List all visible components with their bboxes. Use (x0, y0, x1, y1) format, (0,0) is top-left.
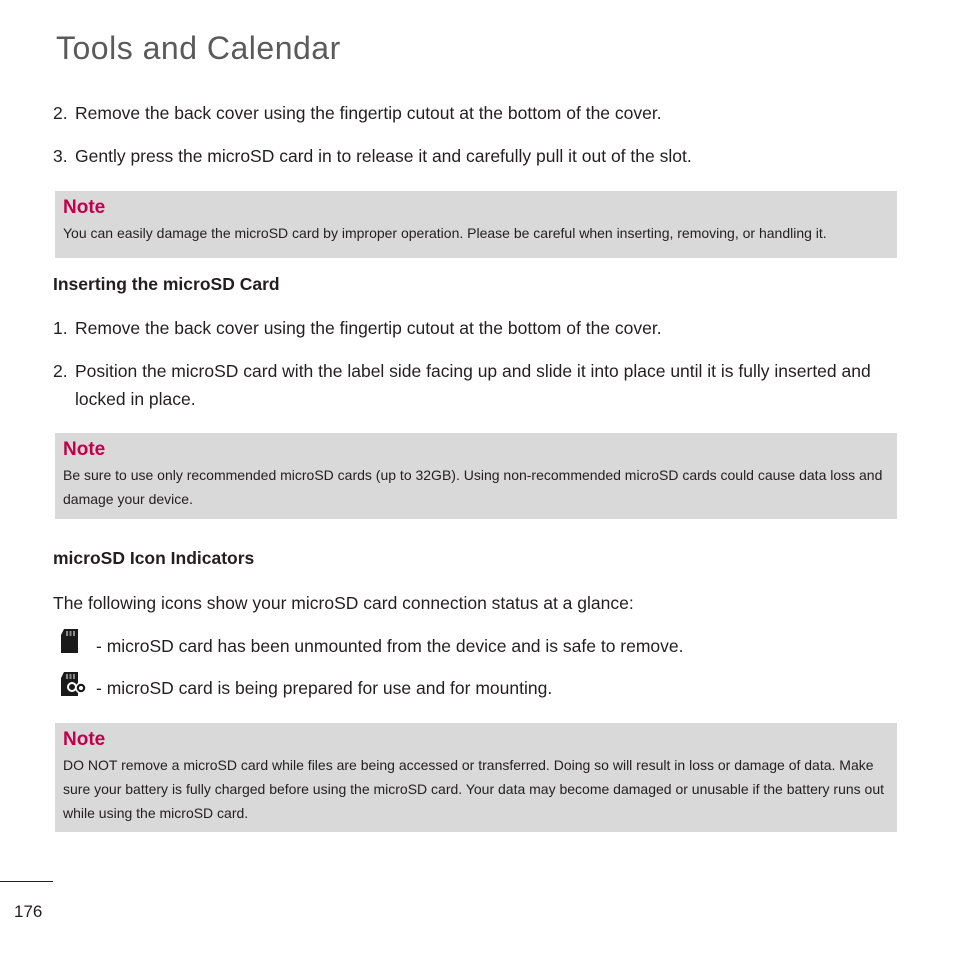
indicator-unmounted-text: - microSD card has been unmounted from the device and is safe to remove. (96, 636, 684, 656)
step-text: Remove the back cover using the fingertip cutout at the bottom of the cover. (75, 103, 662, 123)
note-body: Be sure to use only recommended microSD cards (up to 32GB). Using non-recommended microSD cards could cause data loss and damage your device. (63, 467, 883, 507)
step-number: 2. (53, 103, 68, 123)
note-box-3 (55, 723, 897, 832)
page-number: 176 (14, 902, 43, 921)
step-number: 2. (53, 361, 68, 381)
inserting-step-1 (53, 314, 898, 342)
removal-step-2 (53, 99, 898, 127)
note-label: Note (63, 439, 106, 460)
note-body: You can easily damage the microSD card by improper operation. Please be careful when inserting, removing, or handling it. (63, 225, 827, 241)
indicator-preparing-text: - microSD card is being prepared for use and for mounting. (96, 678, 553, 698)
note-box-1 (55, 191, 897, 258)
note-label: Note (63, 729, 106, 750)
note-label: Note (63, 197, 106, 218)
microsd-unmounted-icon (58, 627, 88, 657)
section-heading-inserting: Inserting the microSD Card (53, 274, 280, 294)
step-number: 1. (53, 318, 68, 338)
section-heading-icon-indicators: microSD Icon Indicators (53, 548, 255, 568)
step-text: Position the microSD card with the label side facing up and slide it into place until it is fully inserted and locked in place. (75, 361, 871, 409)
note-box-2 (55, 433, 897, 519)
indicators-intro: The following icons show your microSD card connection status at a glance: (53, 593, 634, 613)
inserting-step-2 (53, 357, 898, 413)
step-number: 3. (53, 146, 68, 166)
note-body: DO NOT remove a microSD card while files are being accessed or transferred. Doing so will result in loss or damage of data. Make sure your battery is fully charged before using the microSD card. Your data may become damaged or unusable if the battery runs out while using the microSD card. (63, 757, 885, 821)
step-text: Gently press the microSD card in to release it and carefully pull it out of the slot. (75, 146, 692, 166)
page-title: Tools and Calendar (56, 30, 341, 66)
step-text: Remove the back cover using the fingertip cutout at the bottom of the cover. (75, 318, 662, 338)
removal-step-3 (53, 142, 898, 170)
footer-rule (0, 881, 53, 882)
microsd-preparing-icon (58, 670, 88, 700)
